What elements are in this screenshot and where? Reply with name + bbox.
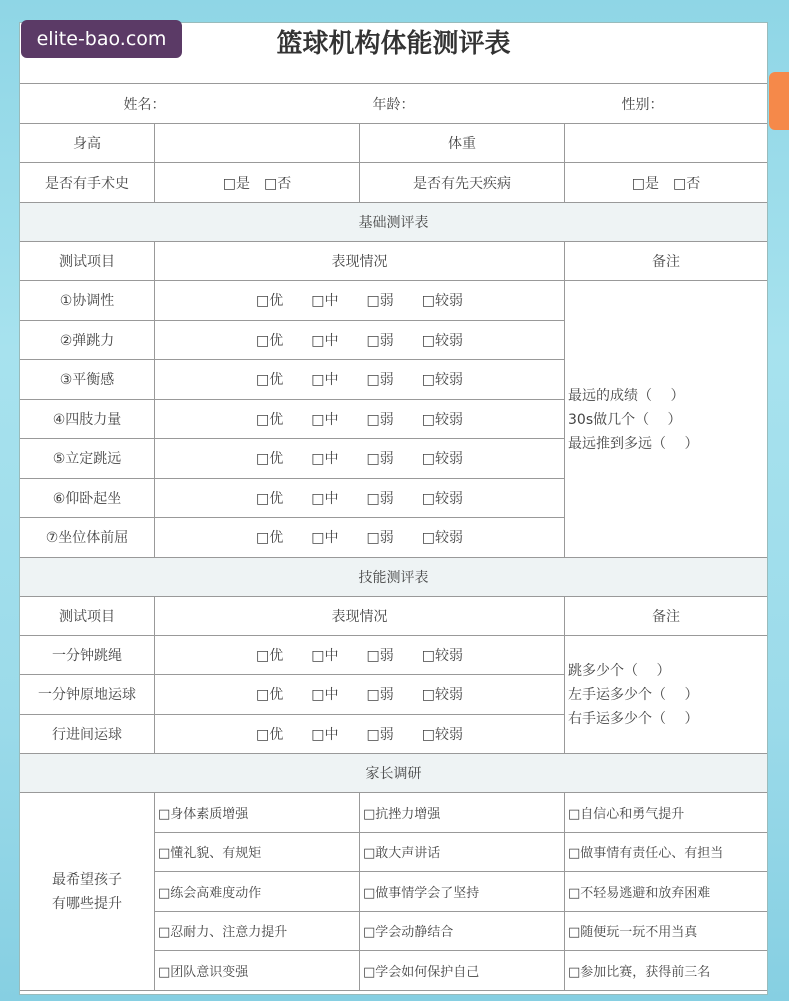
age-label: 年龄：: [372, 96, 415, 113]
rating-checkbox[interactable]: □较弱: [421, 411, 463, 428]
parent-option-checkbox[interactable]: □忍耐力、注意力提升: [155, 912, 360, 952]
parent-option-checkbox[interactable]: □学会动静结合: [360, 912, 565, 952]
parent-option-checkbox[interactable]: □懂礼貌、有规矩: [155, 833, 360, 873]
rating-checkbox[interactable]: □弱: [366, 293, 394, 310]
basic-rating-options[interactable]: [155, 439, 565, 479]
skill-notes: [565, 636, 767, 755]
parent-option-checkbox[interactable]: □参加比赛，获得前三名: [565, 951, 767, 991]
congenital-label: 是否有先天疾病: [360, 163, 565, 203]
parent-option-checkbox[interactable]: □自信心和勇气提升: [565, 793, 767, 833]
skill-col-note: 备注: [565, 597, 767, 636]
rating-checkbox[interactable]: □优: [256, 411, 284, 428]
skill-item-label: 一分钟原地运球: [20, 675, 155, 715]
parent-option-checkbox[interactable]: □团队意识变强: [155, 951, 360, 991]
basic-rating-options[interactable]: [155, 518, 565, 558]
skill-item-label: 行进间运球: [20, 715, 155, 755]
rating-checkbox[interactable]: □中: [311, 451, 339, 468]
basic-item-label: ③平衡感: [20, 360, 155, 400]
parent-option-checkbox[interactable]: □身体素质增强: [155, 793, 360, 833]
skill-rating-options[interactable]: [155, 675, 565, 715]
rating-checkbox[interactable]: □中: [311, 332, 339, 349]
skill-section-title: 技能测评表: [20, 558, 767, 597]
parent-option-checkbox[interactable]: □学会如何保护自己: [360, 951, 565, 991]
congenital-options[interactable]: [565, 163, 767, 203]
basic-col-item: 测试项目: [20, 242, 155, 281]
basic-rating-options[interactable]: [155, 281, 565, 321]
rating-checkbox[interactable]: □中: [311, 530, 339, 547]
rating-checkbox[interactable]: □优: [256, 293, 284, 310]
parent-option-checkbox[interactable]: □做事情有责任心、有担当: [565, 833, 767, 873]
basic-item-label: ⑤立定跳远: [20, 439, 155, 479]
surgery-no-checkbox[interactable]: □否: [264, 175, 292, 192]
parent-option-checkbox[interactable]: □敢大声讲话: [360, 833, 565, 873]
skill-note-1: 跳多少个（ ）: [568, 663, 671, 680]
watermark-badge: elite-bao.com: [21, 20, 182, 58]
rating-checkbox[interactable]: □弱: [366, 490, 394, 507]
rating-checkbox[interactable]: □弱: [366, 647, 394, 664]
surgery-label: 是否有手术史: [20, 163, 155, 203]
skill-note-2: 左手运多少个（ ）: [568, 687, 699, 704]
rating-checkbox[interactable]: □弱: [366, 411, 394, 428]
basic-rating-options[interactable]: [155, 400, 565, 440]
basic-item-label: ①协调性: [20, 281, 155, 321]
assessment-sheet: [19, 22, 768, 995]
basic-item-label: ②弹跳力: [20, 321, 155, 361]
rating-checkbox[interactable]: □中: [311, 647, 339, 664]
skill-item-label: 一分钟跳绳: [20, 636, 155, 676]
rating-checkbox[interactable]: □较弱: [421, 726, 463, 743]
rating-checkbox[interactable]: □优: [256, 647, 284, 664]
skill-col-item: 测试项目: [20, 597, 155, 636]
rating-checkbox[interactable]: □较弱: [421, 687, 463, 704]
basic-note-1: 最远的成绩（ ）: [568, 387, 685, 404]
parent-question: [20, 793, 155, 991]
weight-label: 体重: [360, 124, 565, 163]
parent-option-checkbox[interactable]: □随便玩一玩不用当真: [565, 912, 767, 952]
rating-checkbox[interactable]: □弱: [366, 726, 394, 743]
rating-checkbox[interactable]: □较弱: [421, 490, 463, 507]
rating-checkbox[interactable]: □优: [256, 687, 284, 704]
rating-checkbox[interactable]: □较弱: [421, 372, 463, 389]
parent-option-checkbox[interactable]: □练会高难度动作: [155, 872, 360, 912]
parent-section-title: 家长调研: [20, 754, 767, 793]
basic-rating-options[interactable]: [155, 321, 565, 361]
rating-checkbox[interactable]: □弱: [366, 530, 394, 547]
assessment-grid: [20, 83, 767, 991]
rating-checkbox[interactable]: □中: [311, 687, 339, 704]
name-label: 姓名：: [123, 96, 166, 113]
rating-checkbox[interactable]: □中: [311, 411, 339, 428]
parent-option-checkbox[interactable]: □做事情学会了坚持: [360, 872, 565, 912]
rating-checkbox[interactable]: □较弱: [421, 647, 463, 664]
basic-rating-options[interactable]: [155, 360, 565, 400]
rating-checkbox[interactable]: □较弱: [421, 530, 463, 547]
basic-col-perf: 表现情况: [155, 242, 565, 281]
basic-rating-options[interactable]: [155, 479, 565, 519]
rating-checkbox[interactable]: □弱: [366, 372, 394, 389]
page-title: 篮球机构体能测评表: [276, 29, 511, 59]
basic-note-2: 30s做几个（ ）: [568, 411, 682, 428]
basic-item-label: ⑦坐位体前屈: [20, 518, 155, 558]
parent-question-line2: 有哪些提升: [52, 896, 122, 913]
rating-checkbox[interactable]: □弱: [366, 332, 394, 349]
rating-checkbox[interactable]: □中: [311, 372, 339, 389]
rating-checkbox[interactable]: □优: [256, 451, 284, 468]
rating-checkbox[interactable]: □较弱: [421, 293, 463, 310]
rating-checkbox[interactable]: □弱: [366, 687, 394, 704]
rating-checkbox[interactable]: □优: [256, 332, 284, 349]
skill-rating-options[interactable]: [155, 636, 565, 676]
basic-section-title: 基础测评表: [20, 203, 767, 242]
rating-checkbox[interactable]: □弱: [366, 451, 394, 468]
skill-note-3: 右手运多少个（ ）: [568, 711, 699, 728]
basic-col-note: 备注: [565, 242, 767, 281]
rating-checkbox[interactable]: □较弱: [421, 332, 463, 349]
rating-checkbox[interactable]: □中: [311, 490, 339, 507]
basic-note-3: 最远推到多远（ ）: [568, 435, 699, 452]
info-row: [20, 84, 767, 124]
rating-checkbox[interactable]: □优: [256, 530, 284, 547]
rating-checkbox[interactable]: □优: [256, 726, 284, 743]
skill-col-perf: 表现情况: [155, 597, 565, 636]
rating-checkbox[interactable]: □较弱: [421, 451, 463, 468]
basic-notes: [565, 281, 767, 558]
gender-label: 性别：: [621, 96, 664, 113]
weight-value[interactable]: [565, 124, 767, 163]
congenital-yes-checkbox[interactable]: □是: [631, 175, 659, 192]
parent-option-checkbox[interactable]: □抗挫力增强: [360, 793, 565, 833]
orange-side-tab: [769, 72, 789, 130]
surgery-yes-checkbox[interactable]: □是: [222, 175, 250, 192]
basic-item-label: ④四肢力量: [20, 400, 155, 440]
parent-question-line1: 最希望孩子: [52, 872, 122, 889]
height-label: 身高: [20, 124, 155, 163]
rating-checkbox[interactable]: □优: [256, 372, 284, 389]
basic-item-label: ⑥仰卧起坐: [20, 479, 155, 519]
height-value[interactable]: [155, 124, 360, 163]
parent-option-checkbox[interactable]: □不轻易逃避和放弃困难: [565, 872, 767, 912]
rating-checkbox[interactable]: □中: [311, 726, 339, 743]
congenital-no-checkbox[interactable]: □否: [673, 175, 701, 192]
skill-rating-options[interactable]: [155, 715, 565, 755]
rating-checkbox[interactable]: □中: [311, 293, 339, 310]
surgery-options[interactable]: [155, 163, 360, 203]
rating-checkbox[interactable]: □优: [256, 490, 284, 507]
